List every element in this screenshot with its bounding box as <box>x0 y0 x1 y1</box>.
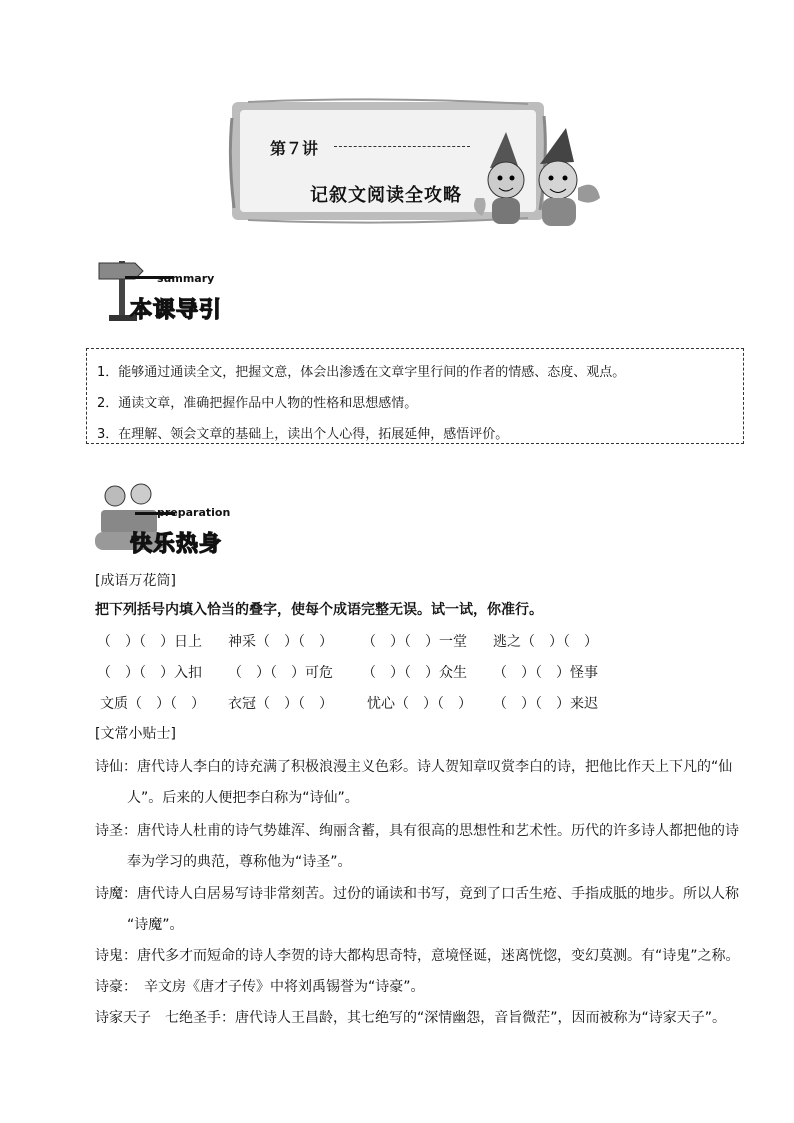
title-divider <box>334 146 470 147</box>
idiom-item: 衣冠（ ）（ ） <box>228 696 333 712</box>
tip-line: 人”。后来的人便把李白称为“诗仙”。 <box>127 790 359 806</box>
lecture-number: 第７讲 <box>270 139 319 158</box>
tip-line: “诗魔”。 <box>127 917 184 933</box>
tip-line: 诗鬼：唐代多才而短命的诗人李贺的诗大都构思奇特，意境怪诞，迷离恍惚，变幻莫测。有“诗鬼”之称。 <box>95 948 740 964</box>
tip-line: 诗豪： 辛文房《唐才子传》中将刘禹锡誉为“诗豪”。 <box>95 979 425 995</box>
goal-item: 2．通读文章，准确把握作品中人物的性格和思想感情。 <box>97 396 418 411</box>
idiom-item: （ ）（ ）日上 <box>97 634 202 650</box>
learning-goals-box <box>86 348 744 444</box>
instruction: 把下列括号内填入恰当的叠字，使每个成语完整无误。试一试，你准行。 <box>95 602 543 618</box>
tip-line: 奉为学习的典范，尊称他为“诗圣”。 <box>127 854 352 870</box>
mascot-elves-illustration <box>470 128 605 238</box>
idiom-item: （ ）（ ）可危 <box>228 665 333 681</box>
summary-banner-en: summary <box>157 272 215 285</box>
idiom-item: 忧心（ ）（ ） <box>367 696 472 712</box>
tip-line: 诗家天子 七绝圣手：唐代诗人王昌龄，其七绝写的“深情幽怨，音旨微茫”，因而被称为“诗家天子”。 <box>95 1010 727 1026</box>
tip-line: 诗魔：唐代诗人白居易写诗非常刻苦。过份的诵读和书写，竟到了口舌生疮、手指成胝的地步。所以人称 <box>95 886 739 902</box>
preparation-banner-en: preparation <box>157 506 231 519</box>
summary-banner-cn: 本课导引 <box>130 298 223 323</box>
idiom-item: 文质（ ）（ ） <box>100 696 205 712</box>
idiom-heading: [成语万花筒] <box>95 573 176 589</box>
idiom-item: （ ）（ ）众生 <box>362 665 467 681</box>
idiom-item: 逃之（ ）（ ） <box>493 634 598 650</box>
idiom-item: （ ）（ ）怪事 <box>493 665 598 681</box>
tip-line: 诗圣：唐代诗人杜甫的诗气势雄浑、绚丽含蓄，具有很高的思想性和艺术性。历代的许多诗人都把他的诗 <box>95 823 739 839</box>
idiom-item: 神采（ ）（ ） <box>228 634 333 650</box>
preparation-banner-cn: 快乐热身 <box>130 532 223 557</box>
idiom-item: （ ）（ ）一堂 <box>362 634 467 650</box>
goal-item: 3．在理解、领会文章的基础上，读出个人心得，拓展延伸，感悟评价。 <box>97 427 509 442</box>
goal-item: 1．能够通过通读全文，把握文意，体会出渗透在文章字里行间的作者的情感、态度、观点。 <box>97 365 626 380</box>
idiom-item: （ ）（ ）来迟 <box>493 696 598 712</box>
lecture-title: 记叙文阅读全攻略 <box>310 185 462 206</box>
tip-line: 诗仙：唐代诗人李白的诗充满了积极浪漫主义色彩。诗人贺知章叹赏李白的诗，把他比作天上下凡的“仙 <box>95 759 733 775</box>
tips-heading: [文常小贴士] <box>95 726 176 742</box>
idiom-item: （ ）（ ）入扣 <box>97 665 202 681</box>
